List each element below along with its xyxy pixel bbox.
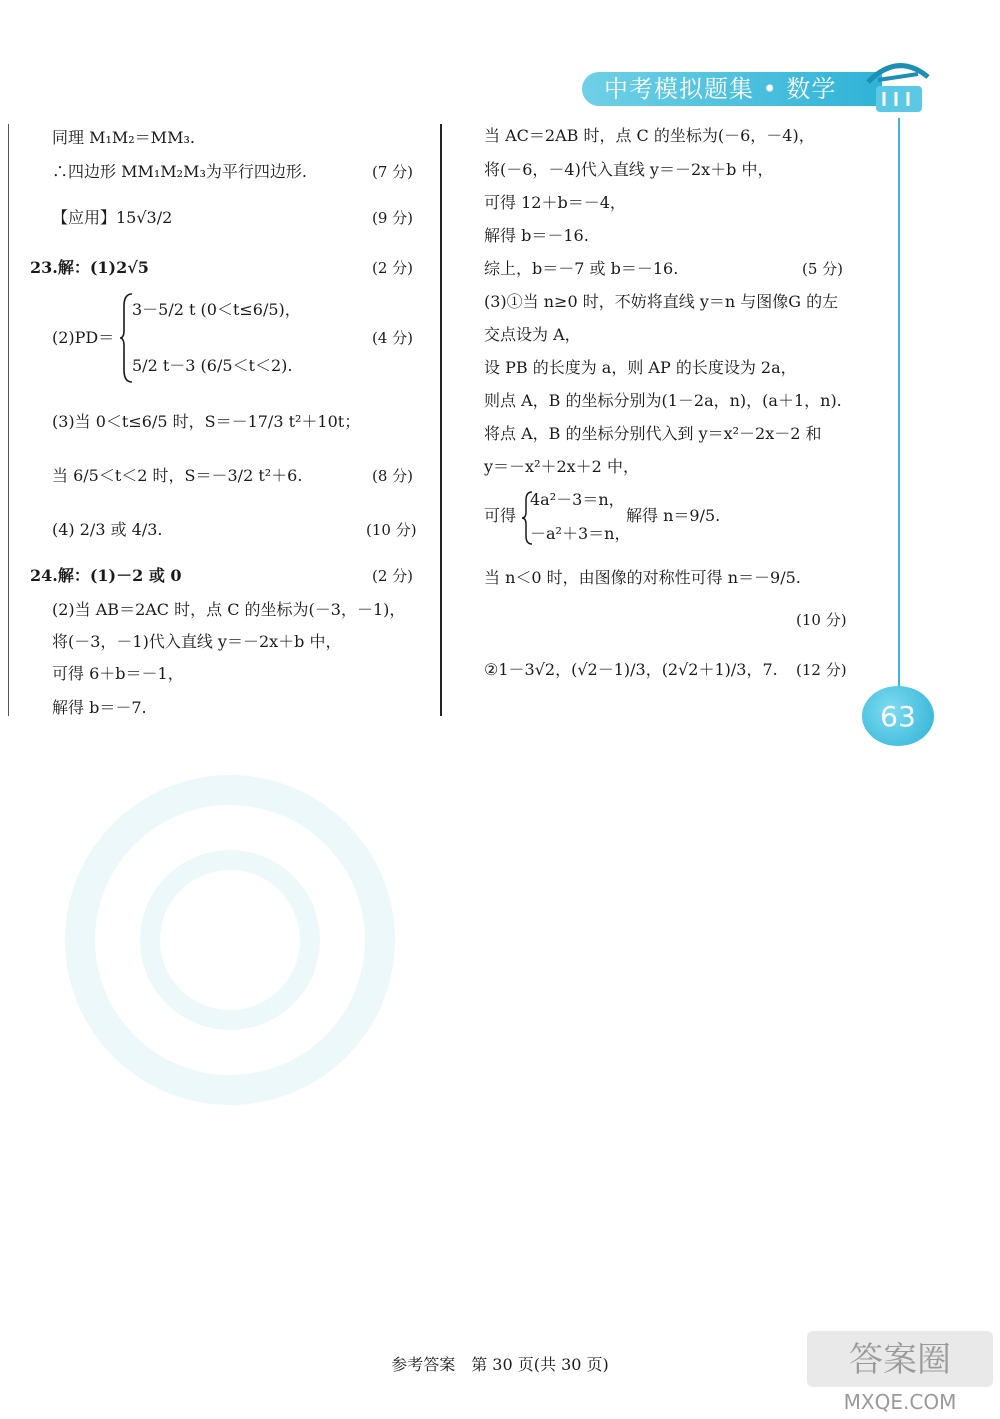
- q24-line: 24.解：(1)－2 或 0: [30, 566, 182, 585]
- right-line-3: 可得 12＋b＝－4，: [484, 193, 626, 212]
- right-line-6: (3)①当 n≥0 时，不妨将直线 y＝n 与图像G 的左: [484, 292, 839, 311]
- header-title: 中考模拟题集 • 数学: [604, 75, 837, 103]
- page-footer: 参考答案 第 30 页(共 30 页): [391, 1355, 609, 1374]
- q23-2-label: (2)PD＝: [52, 328, 115, 347]
- right-line-13: 当 n＜0 时，由图像的对称性可得 n＝－9/5.: [484, 568, 801, 587]
- q24-5: 解得 b＝－7.: [52, 698, 147, 717]
- right-line-1: 当 AC＝2AB 时，点 C 的坐标为(－6，－4)，: [484, 126, 815, 145]
- site-logo-icon: [805, 1325, 995, 1415]
- q24-score: (2 分): [372, 567, 414, 585]
- left-line-1: 同理 M₁M₂＝MM₃.: [52, 128, 195, 147]
- page-number-badge: 63: [862, 686, 934, 746]
- q24-3: 将(－3，－1)代入直线 y＝－2x＋b 中，: [52, 632, 342, 651]
- right-score-5: (5 分): [802, 260, 844, 278]
- right-line-8: 设 PB 的长度为 a，则 AP 的长度设为 2a，: [484, 358, 797, 377]
- right-line-12-result: 解得 n＝9/5.: [626, 506, 721, 525]
- q23-4-score: (10 分): [366, 521, 417, 539]
- q23-score: (2 分): [372, 259, 414, 277]
- left-line-2: ∴四边形 MM₁M₂M₃为平行四边形.: [52, 162, 307, 181]
- q23-3b: 当 6/5＜t＜2 时，S＝－3/2 t²＋6.: [52, 466, 303, 485]
- right-score-12: (12 分): [796, 661, 847, 679]
- header-logo-icon: [858, 52, 938, 122]
- q23-4: (4) 2/3 或 4/3.: [52, 520, 163, 539]
- q24-2: (2)当 AB＝2AC 时，点 C 的坐标为(－3，－1)，: [52, 600, 406, 619]
- right-line-9: 则点 A，B 的坐标分别为(1－2a，n)，(a＋1，n).: [484, 391, 842, 410]
- right-line-12-label: 可得: [484, 506, 517, 525]
- background-watermark-icon: [30, 760, 550, 1120]
- q23-line: 23.解：(1)2√5: [30, 258, 149, 277]
- score-9b: (9 分): [372, 209, 414, 227]
- right-line-12b: －a²＋3＝n，: [530, 524, 631, 543]
- q23-3-score: (8 分): [372, 467, 414, 485]
- score-7: (7 分): [372, 163, 414, 181]
- right-line-10: 将点 A，B 的坐标分别代入到 y＝x²－2x－2 和: [484, 424, 822, 443]
- right-line-7: 交点设为 A，: [484, 325, 581, 344]
- q23-3: (3)当 0＜t≤6/5 时，S＝－17/3 t²＋10t；: [52, 412, 361, 431]
- q23-2b: 5/2 t－3 (6/5＜t＜2).: [132, 356, 293, 375]
- svg-text:MXQE.COM: MXQE.COM: [843, 1390, 957, 1414]
- column-divider: [440, 124, 442, 716]
- right-margin-line: [898, 118, 900, 690]
- right-line-2: 将(－6，－4)代入直线 y＝－2x＋b 中，: [484, 160, 774, 179]
- right-line-4: 解得 b＝－16.: [484, 226, 589, 245]
- left-margin-line: [8, 124, 9, 716]
- q23-2-score: (4 分): [372, 329, 414, 347]
- left-line-3: 【应用】15√3/2: [52, 208, 173, 227]
- q23-2a: 3－5/2 t (0＜t≤6/5)，: [132, 300, 301, 319]
- right-line-12a: 4a²－3＝n，: [530, 490, 625, 509]
- right-line-5: 综上，b＝－7 或 b＝－16.: [484, 259, 679, 278]
- right-line-11: y＝－x²＋2x＋2 中，: [484, 457, 639, 476]
- right-score-10: (10 分): [796, 611, 847, 629]
- q24-4: 可得 6＋b＝－1，: [52, 664, 184, 683]
- right-line-14: ②1－3√2，(√2－1)/3，(2√2＋1)/3，7.: [484, 660, 778, 679]
- svg-text:答案圈: 答案圈: [849, 1340, 951, 1380]
